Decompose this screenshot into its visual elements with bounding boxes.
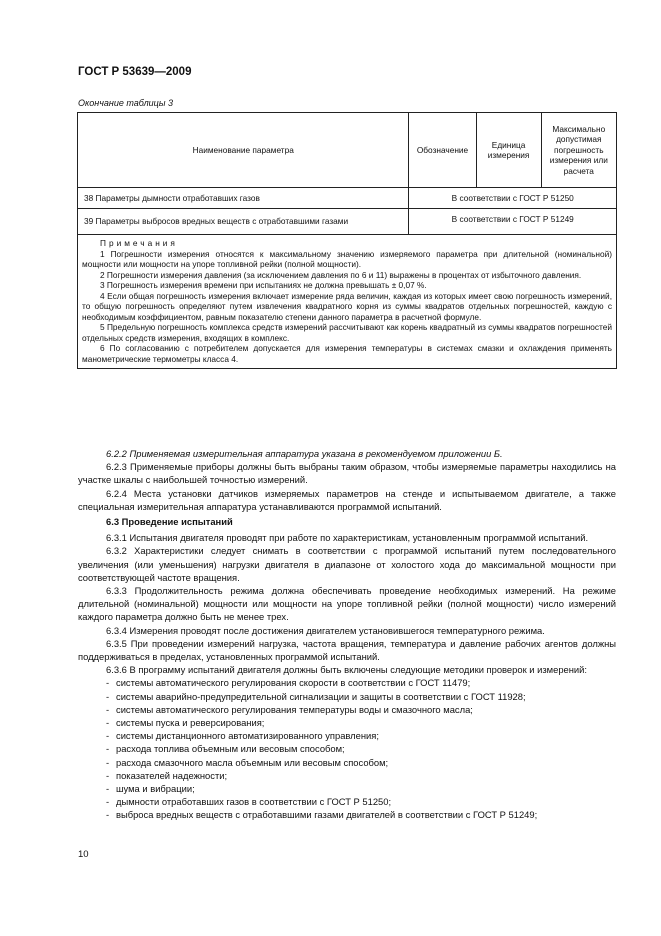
- page-number: 10: [78, 849, 89, 860]
- list-item: - системы аварийно-предупредительной сигнализации и защиты в соответствии с ГОСТ 11928;: [106, 690, 526, 702]
- note-item: 4 Если общая погрешность измерения включает измерение ряда величин, каждая из которых имеет свою погрешность измерений, то общую погрешность определяют путем извлечения квадратного корня из суммы квадратов отдельных погрешностей, каждую с необходимым коэффициентом, равным показателю степени данного параметра в расчетной формуле.: [82, 290, 612, 322]
- note-item: 3 Погрешность измерения времени при испытаниях не должна превышать ± 0,07 %.: [100, 280, 427, 290]
- section-heading-6-3: 6.3 Проведение испытаний: [106, 516, 233, 528]
- document-body: [78, 447, 616, 822]
- paragraph-6-2-2: 6.2.2 Применяемая измерительная аппаратура указана в рекомендуемом приложении Б.: [106, 448, 503, 459]
- table-caption: Окончание таблицы 3: [78, 98, 173, 108]
- methods-list: [78, 676, 616, 821]
- list-item: - шума и вибрации;: [106, 783, 195, 795]
- paragraph-6-3-1: 6.3.1 Испытания двигателя проводят при работе по характеристикам, установленным программой испытаний.: [106, 532, 589, 544]
- paragraph-6-3-4: 6.3.4 Измерения проводят после достижения двигателем установившегося температурного режима.: [106, 624, 545, 636]
- notes-title: Примечания: [100, 238, 178, 248]
- list-item: - системы дистанционного автоматизированного управления;: [106, 730, 379, 742]
- paragraph-6-2-3: 6.2.3 Применяемые приборы должны быть выбраны таким образом, чтобы измеряемые параметры находились на участке шкалы с наибольшей точностью измерений.: [78, 461, 616, 486]
- parameters-table: [77, 112, 617, 369]
- list-item: - показателей надежности;: [106, 769, 228, 781]
- list-item: - расхода топлива объемным или весовым способом;: [106, 743, 345, 755]
- note-item: 2 Погрешности измерения давления (за исключением давления по 6 и 11) выражены в процентах от избыточного давления.: [100, 269, 582, 280]
- col-header-error: Максимально допустимая погрешность измерения или расчета: [541, 113, 616, 188]
- col-header-designation: Обозначение: [409, 113, 476, 188]
- list-item: - дымности отработавших газов в соответствии с ГОСТ Р 51250;: [106, 796, 392, 808]
- col-header-name: Наименование параметра: [78, 113, 409, 188]
- col-header-unit: Единица измерения: [476, 113, 541, 188]
- list-item: - системы пуска и реверсирования;: [106, 717, 265, 729]
- note-item: 5 Предельную погрешность комплекса средств измерений рассчитывают как корень квадратный из суммы квадратов погрешностей отдельных средств измерения, входящих в комплекс.: [82, 322, 612, 343]
- param-name: 39 Параметры выбросов вредных веществ с отработавшими газами: [78, 209, 409, 235]
- paragraph-6-3-3: 6.3.3 Продолжительность режима должна обеспечивать проведение необходимых измерений. На режиме длительной (номинальной) мощности или мощности на упоре топливной рейки (полной мощности) число измерений каждого параметра должно быть не менее трех.: [78, 585, 616, 623]
- list-item: - выброса вредных веществ с отработавшими газами двигателей в соответствии с ГОСТ Р 51249;: [106, 809, 538, 821]
- paragraph-6-3-6: 6.3.6 В программу испытаний двигателя должны быть включены следующие методики проверок и измерений:: [106, 664, 587, 676]
- table-header-row: [78, 113, 617, 188]
- table-notes: [78, 235, 617, 369]
- note-item: 1 Погрешности измерения относятся к максимальному значению измеряемого параметра при длительной (номинальной) мощности или мощности на упоре топливной рейки (полной мощности).: [82, 248, 612, 269]
- table-notes-row: [78, 235, 617, 369]
- note-item: 6 По согласованию с потребителем допускается для измерения температуры в системах смазки и охлаждения применять манометрические термометры класса 4.: [82, 343, 612, 364]
- paragraph-6-3-5: 6.3.5 При проведении измерений нагрузка, частота вращения, температура и давление рабочих агентов должны поддерживаться в пределах, установленных программой испытаний.: [78, 637, 616, 663]
- paragraph-6-2-4: 6.2.4 Места установки датчиков измеряемых параметров на стенде и испытываемом двигателе, а также специальная измерительная аппаратура устанавливаются программой испытаний.: [78, 487, 616, 512]
- paragraph-6-3-2: 6.3.2 Характеристики следует снимать в соответствии с программой испытаний путем последовательного увеличения (или уменьшения) нагрузки двигателя в диапазоне от холостого хода до максимальной мощности при соответствующей частоте вращения.: [78, 545, 616, 583]
- param-value: В соответствии с ГОСТ Р 51250: [409, 188, 617, 209]
- document-header: ГОСТ Р 53639—2009: [78, 66, 192, 78]
- list-item: - расхода смазочного масла объемным или весовым способом;: [106, 756, 389, 768]
- list-item: - системы автоматического регулирования температуры воды и смазочного масла;: [106, 703, 473, 715]
- list-item: - системы автоматического регулирования скорости в соответствии с ГОСТ 11479;: [106, 677, 471, 689]
- param-value: В соответствии с ГОСТ Р 51249: [409, 209, 617, 235]
- table-row: [78, 188, 617, 209]
- table-row: [78, 209, 617, 235]
- param-name: 38 Параметры дымности отработавших газов: [78, 188, 409, 209]
